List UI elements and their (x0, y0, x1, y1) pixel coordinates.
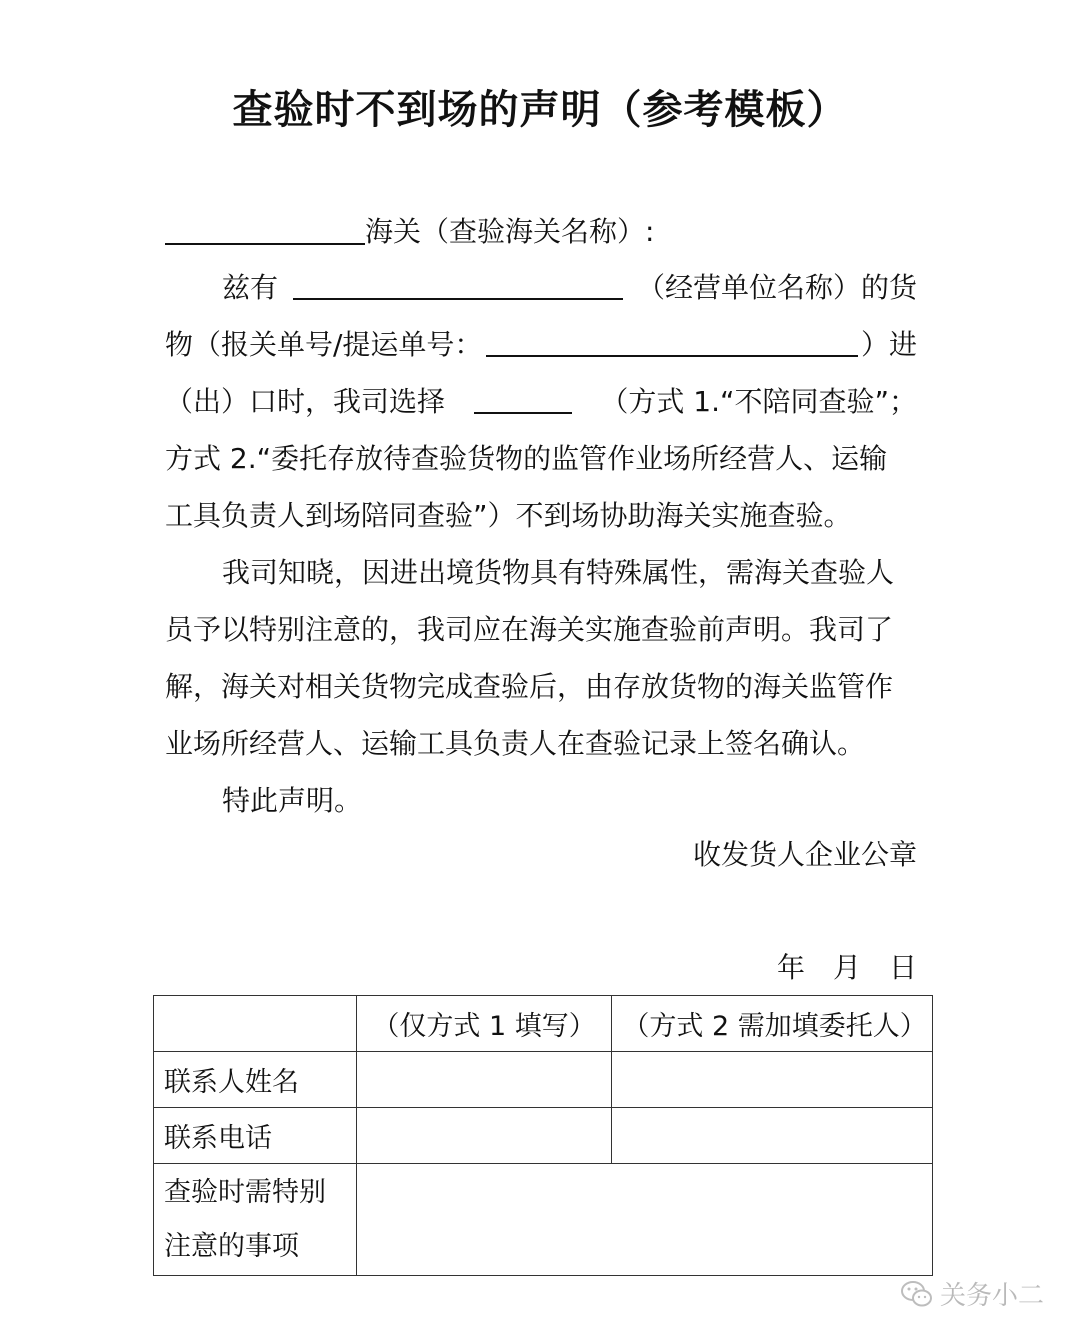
watermark (900, 1275, 1044, 1312)
wechat-icon (900, 1279, 934, 1309)
para1-line2 (165, 325, 917, 365)
para2-line3: 解，海关对相关货物完成查验后，由存放货物的海关监管作 (165, 670, 894, 703)
contact-phone-method2-cell[interactable] (612, 1108, 933, 1164)
para2-line1: 我司知晓，因进出境货物具有特殊属性，需海关查验人 (222, 556, 895, 589)
para3: 特此声明。 (222, 784, 363, 817)
para1-text: （经营单位名称）的货 (636, 271, 917, 304)
address-text: 海关（查验海关名称）: (365, 215, 655, 248)
contact-name-method1-cell[interactable] (356, 1052, 612, 1108)
para1-line1 (165, 268, 917, 308)
notes-cell[interactable] (356, 1164, 932, 1276)
signature-label: 收发货人企业公章 (692, 838, 917, 871)
table-row (154, 1052, 933, 1108)
date-label: 年 月 日 (776, 951, 917, 984)
para1-text: （出）口时，我司选择 (165, 385, 446, 418)
para1-line3 (165, 382, 917, 422)
row-label-notes-line1: 查验时需特别 (164, 1176, 326, 1208)
row-label-contact-name: 联系人姓名 (154, 1052, 357, 1108)
company-name-blank (293, 268, 623, 300)
para1-text: （方式 1.“不陪同查验”； (600, 385, 917, 418)
contact-name-method2-cell[interactable] (612, 1052, 933, 1108)
para1-text: 兹有 (222, 271, 279, 304)
para1-line5: 工具负责人到场陪同查验”）不到场协助海关实施查验。 (165, 499, 852, 532)
table-header-row (154, 996, 933, 1052)
para2-line4: 业场所经营人、运输工具负责人在查验记录上签名确认。 (165, 727, 866, 760)
para2-line2: 员予以特别注意的，我司应在海关实施查验前声明。我司了 (165, 613, 894, 646)
header-method2: （方式 2 需加填委托人） (612, 996, 933, 1052)
watermark-text: 关务小二 (939, 1281, 1044, 1311)
row-label-contact-phone: 联系电话 (154, 1108, 357, 1164)
row-label-notes (154, 1164, 357, 1276)
table-row (154, 1164, 933, 1276)
para1-line4: 方式 2.“委托存放待查验货物的监管作业场所经营人、运输 (165, 442, 888, 475)
customs-name-blank (165, 213, 365, 245)
row-label-notes-line2: 注意的事项 (164, 1230, 299, 1262)
contact-phone-method1-cell[interactable] (356, 1108, 612, 1164)
address-line (165, 212, 917, 252)
table-row (154, 1108, 933, 1164)
para1-text: ）进 (860, 328, 917, 361)
declaration-number-blank (486, 325, 858, 357)
document-title: 查验时不到场的声明（参考模板） (232, 87, 848, 133)
para1-text: 物（报关单号/提运单号： (165, 328, 483, 361)
method-blank (474, 382, 572, 414)
contact-table (153, 995, 933, 1276)
header-method1: （仅方式 1 填写） (356, 996, 612, 1052)
table-cell-empty (154, 996, 357, 1052)
